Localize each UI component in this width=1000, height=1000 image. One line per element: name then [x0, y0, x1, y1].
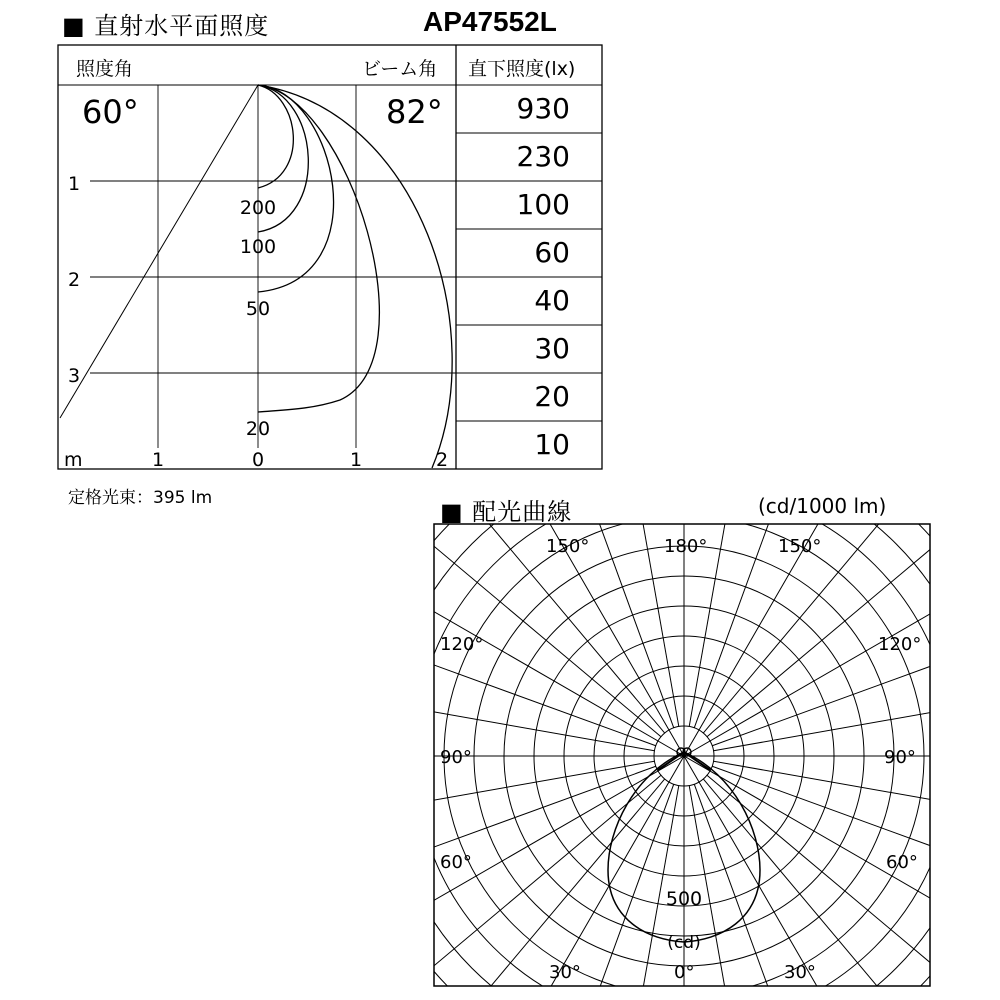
model-number: AP47552L [423, 6, 557, 37]
depth-label-2: 2 [68, 269, 81, 291]
polar-spoke [684, 546, 1000, 756]
polar-spoke [684, 392, 894, 756]
polar-label-60-left: 60° [440, 852, 472, 873]
polar-label-120-left: 120° [440, 634, 484, 655]
polar-spoke [320, 546, 684, 756]
polar-spoke [474, 392, 684, 756]
polar-ring [264, 336, 1000, 1000]
header-beam-angle: ビーム角 [362, 58, 438, 80]
contour-label-20: 20 [245, 418, 271, 440]
illuminance-section-title: ■ 直射水平面照度 [62, 12, 270, 40]
polar-label-150-left: 150° [546, 536, 590, 557]
width-label-0: 0 [251, 449, 265, 471]
direct-value-4: 60 [534, 236, 570, 269]
direct-value-7: 20 [534, 380, 570, 413]
polar-label-30-right: 30° [784, 962, 816, 983]
contour-label-50: 50 [245, 298, 271, 320]
polar-spoke [703, 779, 954, 1000]
header-direct-illuminance: 直下照度(lx) [468, 58, 576, 80]
polar-ring [324, 396, 1000, 1000]
polar-spoke [320, 756, 684, 966]
polar-grid [264, 336, 1000, 1000]
direct-value-3: 100 [516, 188, 570, 221]
contour-200 [258, 85, 293, 188]
polar-scale-label: 500 [665, 888, 703, 910]
header-illum-angle: 照度角 [76, 58, 134, 80]
luminous-flux-note: 定格光束：395 lm [68, 488, 213, 508]
direct-value-2: 230 [516, 140, 570, 173]
direct-value-1: 930 [516, 92, 570, 125]
direct-value-8: 10 [534, 428, 570, 461]
beam-angle-value: 82° [386, 93, 443, 131]
beam-angle-line [258, 85, 452, 468]
polar-label-60-right: 60° [886, 852, 918, 873]
polar-label-180: 180° [664, 536, 708, 557]
polar-label-90-left: 90° [440, 747, 472, 768]
polar-spoke [689, 342, 757, 726]
contour-label-200: 200 [239, 197, 277, 219]
contour-50 [258, 85, 334, 292]
polar-spoke [289, 612, 655, 745]
polar-spoke [270, 761, 654, 829]
contour-label-100: 100 [239, 236, 277, 258]
polar-label-150-right: 150° [778, 536, 822, 557]
width-label-unit: m [64, 449, 83, 471]
polar-spoke [270, 683, 654, 751]
width-label-left-1: 1 [151, 449, 165, 471]
illumination-angle-value: 60° [82, 93, 139, 131]
direct-value-5: 40 [534, 284, 570, 317]
width-label-right-2: 2 [435, 449, 449, 471]
polar-section-title: ■ 配光曲線 [440, 498, 573, 526]
contour-20 [258, 85, 379, 412]
direct-value-6: 30 [534, 332, 570, 365]
polar-cd-label: (cd) [667, 933, 701, 953]
polar-unit: (cd/1000 lm) [758, 494, 887, 518]
polar-spoke [414, 779, 665, 1000]
depth-label-3: 3 [68, 365, 81, 387]
polar-label-90-right: 90° [884, 747, 916, 768]
polar-spoke [289, 766, 655, 899]
polar-spoke [611, 342, 679, 726]
polar-ring [294, 366, 1000, 1000]
polar-spoke [703, 434, 954, 733]
polar-spoke [684, 756, 1000, 966]
width-label-right-1: 1 [349, 449, 363, 471]
illumination-angle-line [60, 85, 258, 418]
depth-label-1: 1 [68, 173, 81, 195]
polar-spoke [414, 434, 665, 733]
polar-label-120-right: 120° [878, 634, 922, 655]
polar-label-0: 0° [674, 962, 695, 983]
polar-label-30-left: 30° [549, 962, 581, 983]
